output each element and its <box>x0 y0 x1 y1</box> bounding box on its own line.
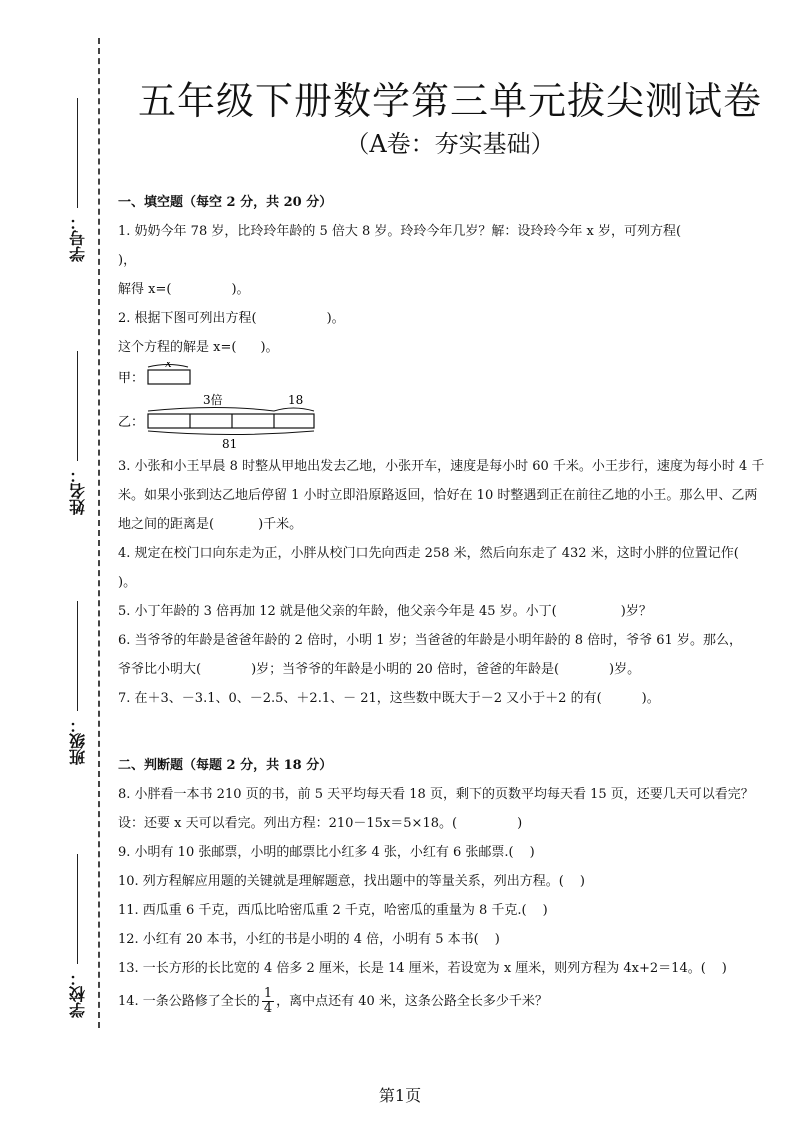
extra-brace <box>274 408 314 411</box>
question-9-text: 9. 小明有 10 张邮票，小明的邮票比小红多 4 张，小红有 6 张邮票.( <box>118 845 514 860</box>
question-8 <box>118 780 768 809</box>
question-12 <box>118 925 768 954</box>
question-13-text: 13. 一长方形的长比宽的 4 倍多 2 厘米，长是 14 厘米，若设宽为 x 厘米，则列方程为 4x+2＝14。( <box>118 961 706 976</box>
question-6-text: 6. 当爷爷的年龄是爸爸年龄的 2 倍时，小明 1 岁；当爸爸的年龄是小明年龄的 8 倍时，爷爷 61 岁。那么， <box>118 633 742 648</box>
question-1-solution-end: )。 <box>231 282 250 297</box>
question-10-text: 10. 列方程解应用题的关键就是理解题意，找出题中的等量关系，列出方程。( <box>118 874 564 889</box>
exam-content <box>118 182 768 1016</box>
question-7-end: )。 <box>641 691 660 706</box>
question-11-text: 11. 西瓜重 6 千克，西瓜比哈密瓜重 2 千克，哈密瓜的重量为 8 千克.( <box>118 903 527 918</box>
fraction-denominator: 4 <box>263 1001 273 1016</box>
question-13-end: ) <box>721 961 727 976</box>
question-1-solution <box>118 275 768 304</box>
yi-label: 乙： <box>118 415 145 430</box>
school-label: 学校： <box>68 970 88 1018</box>
segment-diagram-svg <box>118 362 348 452</box>
question-13 <box>118 954 768 983</box>
extra-label: 18 <box>288 393 304 407</box>
school-line[interactable] <box>78 854 79 964</box>
question-11 <box>118 896 768 925</box>
question-9-end: ) <box>529 845 535 860</box>
name-line[interactable] <box>78 351 79 461</box>
class-line[interactable] <box>78 601 79 711</box>
question-8-end: ) <box>517 816 523 831</box>
binding-margin <box>0 0 108 1130</box>
question-2-solution-text: 这个方程的解是 x=( <box>118 340 237 355</box>
question-3-text: 3. 小张和小王早晨 8 时整从甲地出发去乙地，小张开车，速度是每小时 60 千米。小王步行，速度为每小时 4 千米。如果小张到达乙地后停留 1 小时立即沿原路返回，恰好在 10 时整遇到正在前往乙地的小王。那么甲、乙两地之间的距离是( <box>118 459 765 532</box>
times-brace <box>148 408 274 412</box>
page-title: 五年级下册数学第三单元拔尖测试卷 <box>137 79 762 123</box>
question-6-continued <box>118 655 768 684</box>
question-9 <box>118 838 768 867</box>
question-7-text: 7. 在＋3、－3.1、0、－2.5、＋2.1、－ 21，这些数中既大于－2 又小于＋2 的有( <box>118 691 602 706</box>
times-label: 3倍 <box>203 393 223 407</box>
question-8-text: 8. 小胖看一本书 210 页的书，前 5 天平均每天看 18 页，剩下的页数平均每天看 15 页，还要几天可以看完？ <box>118 787 754 802</box>
question-1-solution-text: 解得 x=( <box>118 282 172 297</box>
fraction-one-quarter <box>262 987 274 1016</box>
question-2-end: )。 <box>326 311 345 326</box>
question-1-text: 1. 奶奶今年 78 岁，比玲玲年龄的 5 倍大 8 岁。玲玲今年几岁？解：设玲玲今年 x 岁，可列方程( <box>118 224 682 239</box>
student-id-field <box>60 92 96 262</box>
question-12-end: ) <box>494 932 500 947</box>
question-6-part2: )岁；当爷爷的年龄是小明的 20 倍时，爸爸的年龄是( <box>251 662 560 677</box>
question-14 <box>118 987 768 1016</box>
class-label: 班级： <box>68 717 88 765</box>
student-id-label: 学号： <box>68 214 88 262</box>
question-10 <box>118 867 768 896</box>
page-subtitle: （A卷：夯实基础） <box>345 130 555 158</box>
question-6-end: )岁。 <box>609 662 641 677</box>
question-4-text: 4. 规定在校门口向东走为正，小胖从校门口先向西走 258 米，然后向东走了 432 米，这时小胖的位置记作( <box>118 546 739 561</box>
jia-bar <box>148 370 190 384</box>
class-field <box>60 595 96 765</box>
question-6 <box>118 626 768 655</box>
question-5-text: 5. 小丁年龄的 3 倍再加 12 就是他父亲的年龄，他父亲今年是 45 岁。小丁( <box>118 604 557 619</box>
section-fill-blank-heading: 一、填空题（每空 2 分，共 20 分） <box>118 195 333 210</box>
question-7 <box>118 684 768 713</box>
x-label: x <box>165 362 172 370</box>
question-2 <box>118 304 768 333</box>
question-6-part1: 爷爷比小明大( <box>118 662 202 677</box>
line-segment-diagram <box>118 362 768 452</box>
student-id-line[interactable] <box>78 98 79 208</box>
question-5-end: )岁？ <box>620 604 652 619</box>
question-8-equation-text: 设：还要 x 天可以看完。列出方程：210－15x＝5×18。( <box>118 816 458 831</box>
question-1 <box>118 217 768 275</box>
question-10-end: ) <box>579 874 585 889</box>
question-14-text-end: ，离中点还有 40 米，这条公路全长多少千米？ <box>276 994 548 1009</box>
question-3 <box>118 452 768 539</box>
question-1-end: )， <box>118 253 137 268</box>
total-label: 81 <box>222 437 238 451</box>
dashed-cut-line <box>98 38 100 1028</box>
question-12-text: 12. 小红有 20 本书，小红的书是小明的 4 倍，小明有 5 本书( <box>118 932 479 947</box>
section-judgement-heading: 二、判断题（每题 2 分，共 18 分） <box>118 758 333 773</box>
total-brace <box>148 431 314 435</box>
question-11-end: ) <box>542 903 548 918</box>
section-spacer <box>118 713 768 745</box>
question-3-end: )千米。 <box>258 517 303 532</box>
question-5 <box>118 597 768 626</box>
question-2-solution <box>118 333 768 362</box>
page-number: 第1页 <box>378 1086 422 1105</box>
fraction-numerator: 1 <box>263 986 273 1001</box>
question-2-text: 2. 根据下图可列出方程( <box>118 311 257 326</box>
name-field <box>60 345 96 515</box>
question-4-end: )。 <box>118 575 137 590</box>
question-2-solution-end: )。 <box>260 340 279 355</box>
question-8-equation <box>118 809 768 838</box>
yi-bar <box>148 414 314 428</box>
school-field <box>60 848 96 1018</box>
name-label: 姓名： <box>68 467 88 515</box>
question-14-text: 14. 一条公路修了全长的 <box>118 994 260 1009</box>
jia-label: 甲： <box>118 371 145 386</box>
question-4 <box>118 539 768 597</box>
